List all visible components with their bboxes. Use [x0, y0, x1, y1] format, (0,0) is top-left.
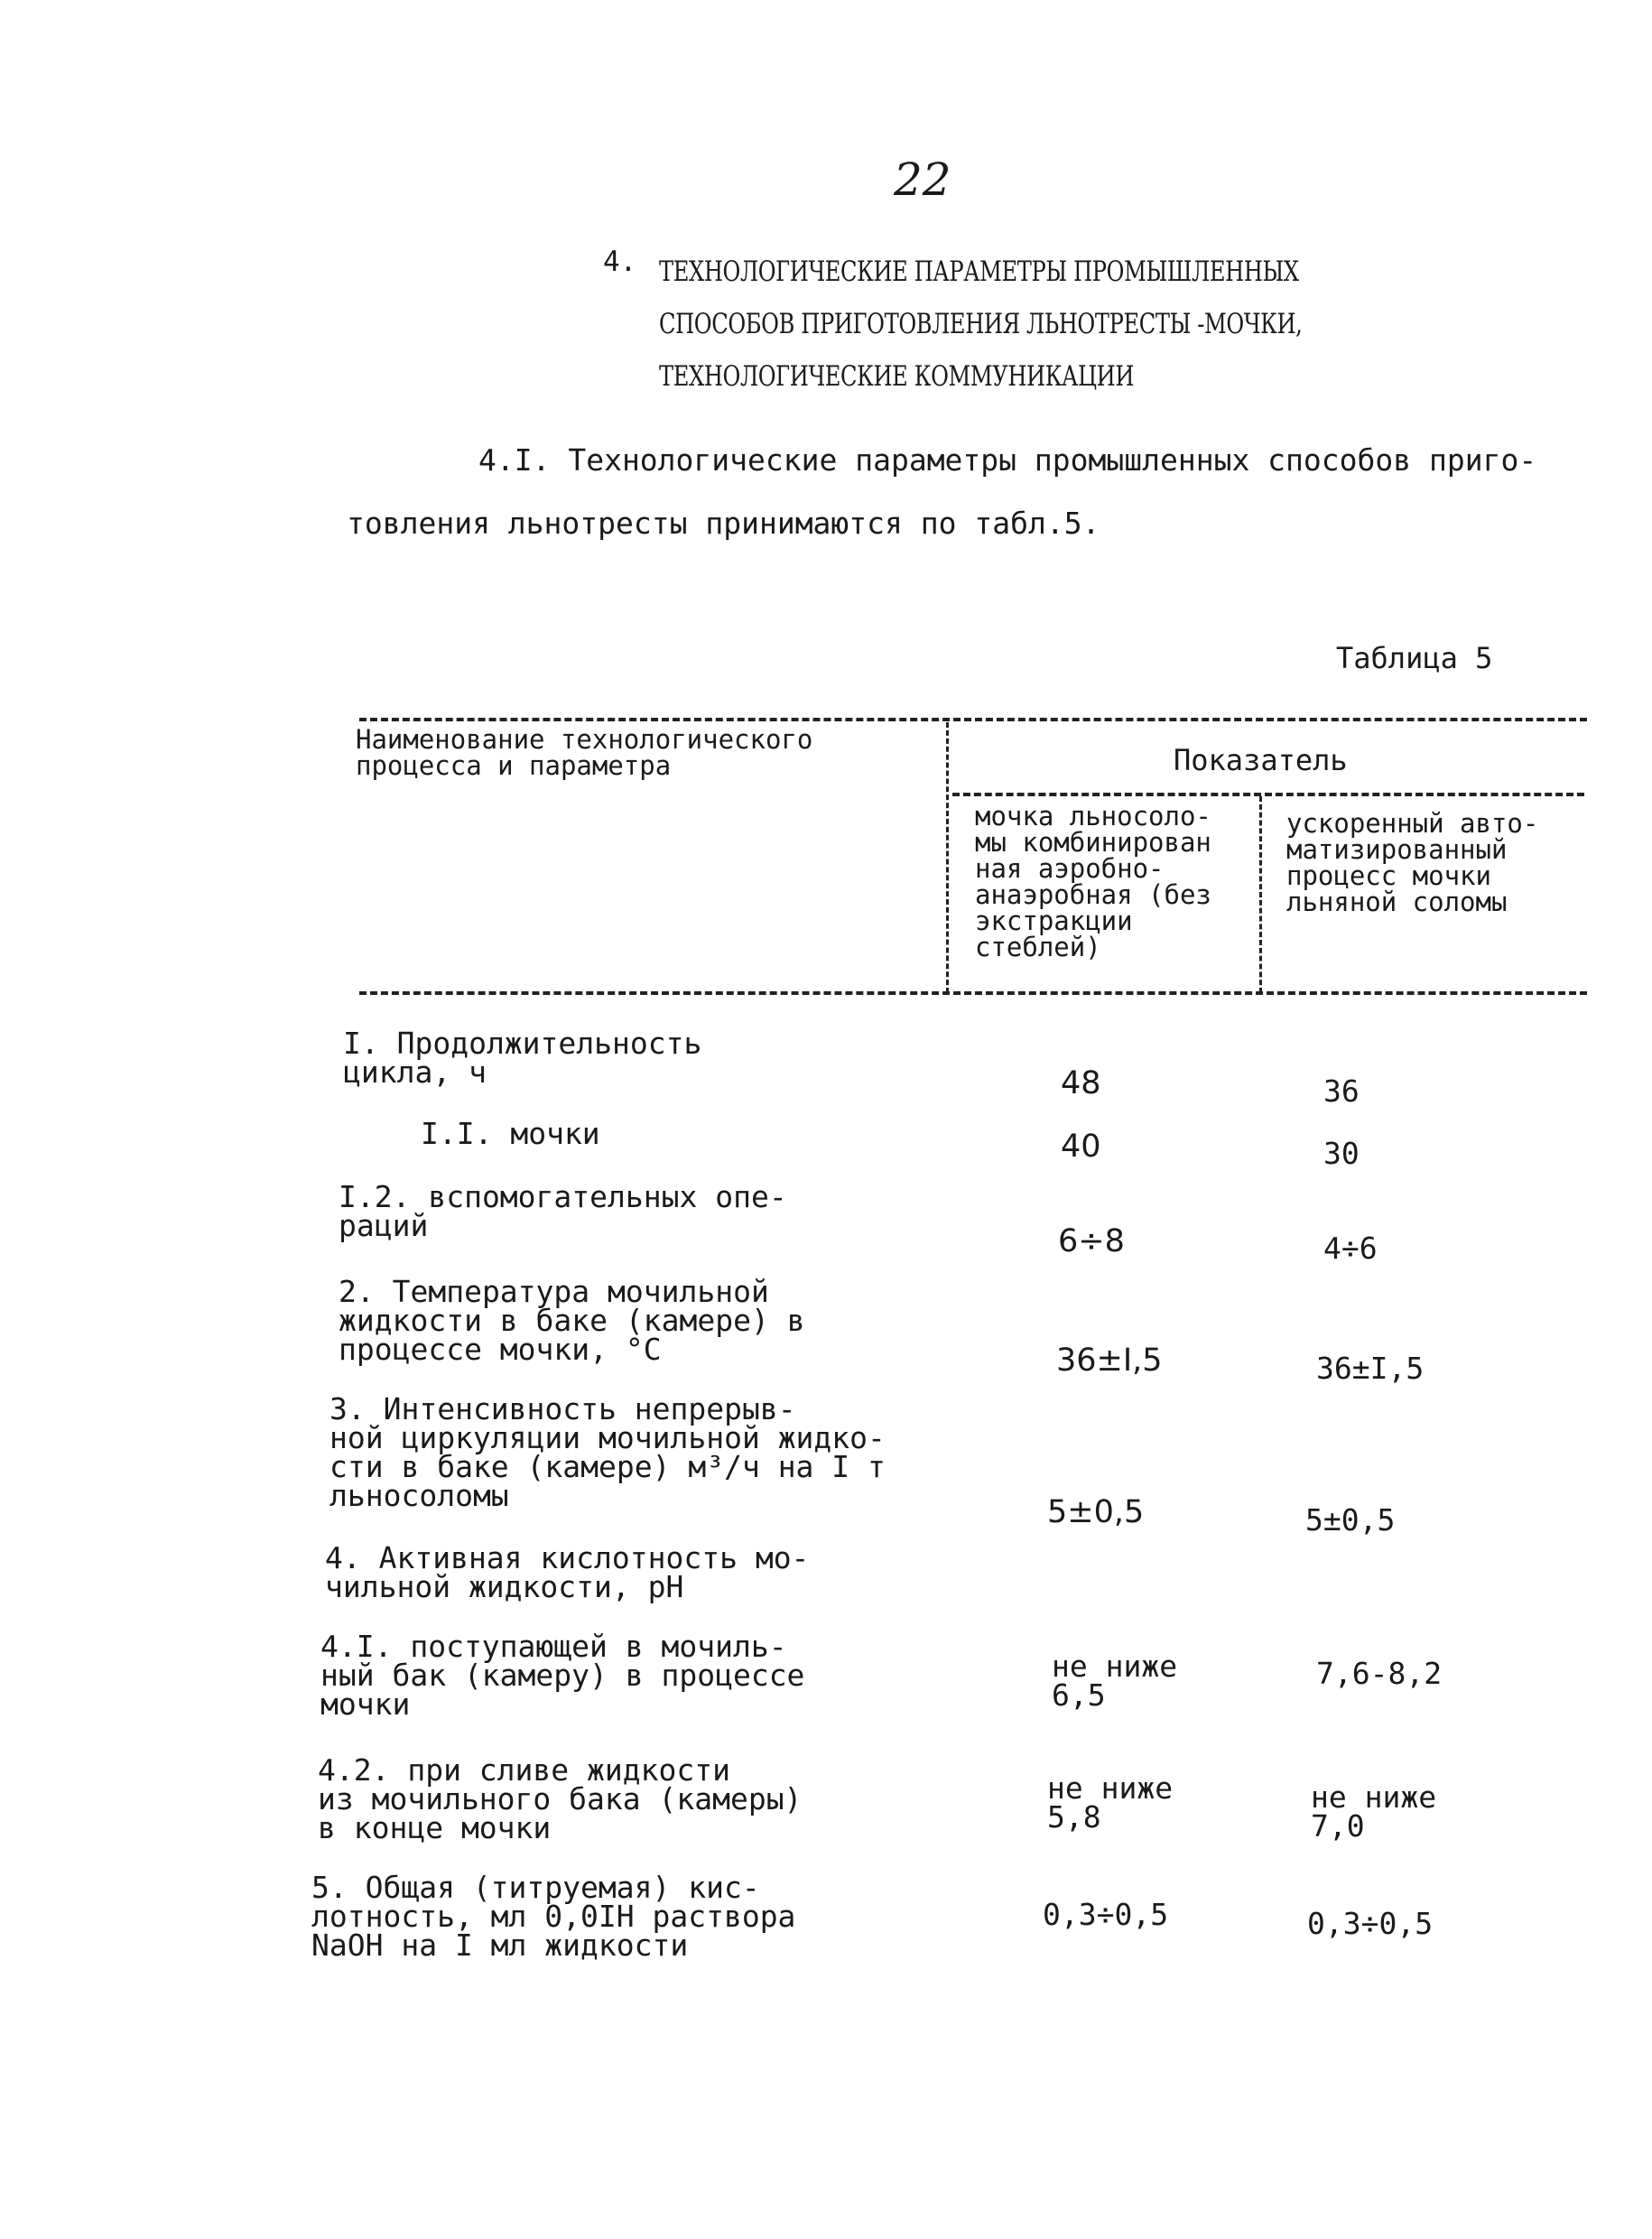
- column-divider-2: [1259, 796, 1262, 993]
- row-name: I.I. мочки: [421, 1116, 600, 1151]
- row-name: 3. Интенсивность непрерыв- ной циркуляции мочильной жидко- сти в баке (камере) м³/ч на I т льносоломы: [329, 1391, 886, 1513]
- header-col-accelerated-retting: ускоренный авто- матизированный процесс мочки льняной соломы: [1286, 808, 1539, 917]
- group-header-rule: [952, 793, 1584, 796]
- row-value-col2: 36: [1323, 1073, 1360, 1109]
- row-name: 2. Температура мочильной жидкости в баке (камере) в процессе мочки, °С: [339, 1274, 805, 1367]
- row-value-col1: 6÷8: [1058, 1223, 1125, 1259]
- row-value-col1: 0,3÷0,5: [1043, 1897, 1169, 1932]
- row-value-col2: 4÷6: [1323, 1231, 1378, 1266]
- table-top-rule: [359, 718, 1587, 721]
- header-indicator: Показатель: [1174, 743, 1348, 777]
- row-value-col1: 40: [1061, 1129, 1101, 1165]
- header-bottom-rule: [359, 991, 1587, 995]
- row-value-col2: 30: [1323, 1136, 1360, 1171]
- header-parameter: Наименование технологического процесса и параметра: [356, 724, 813, 781]
- row-value-col2: 36±I,5: [1316, 1351, 1425, 1386]
- row-value-col2: 7,6-8,2: [1316, 1656, 1443, 1691]
- row-value-col2: не ниже 7,0: [1311, 1779, 1437, 1844]
- row-name: I. Продолжительность цикла, ч: [343, 1026, 702, 1090]
- row-value-col1: 5±0,5: [1047, 1494, 1145, 1530]
- section-title: ТЕХНОЛОГИЧЕСКИЕ ПАРАМЕТРЫ ПРОМЫШЛЕННЫХ СПОСОБОВ ПРИГОТОВЛЕНИЯ ЛЬНОТРЕСТЫ -МОЧКИ, ТЕХНОЛОГИЧЕСКИЕ КОММУНИКАЦИИ: [659, 255, 1303, 393]
- row-name: 4. Активная кислотность мо- чильной жидкости, рН: [325, 1540, 810, 1604]
- intro-line-1: 4.I. Технологические параметры промышленных способов приго-: [478, 442, 1537, 478]
- section-number: 4.: [603, 246, 637, 278]
- row-name: 4.2. при сливе жидкости из мочильного бака (камеры) в конце мочки: [318, 1752, 803, 1845]
- row-value-col2: 0,3÷0,5: [1307, 1906, 1434, 1941]
- header-col-combined-retting: мочка льносоло- мы комбинирован ная аэробно- анаэробная (без экстракции стеблей): [975, 801, 1211, 962]
- row-value-col2: 5±0,5: [1305, 1502, 1396, 1538]
- row-value-col1: 36±I,5: [1056, 1342, 1163, 1379]
- row-name: I.2. вспомогательных опе- раций: [339, 1179, 787, 1243]
- row-value-col1: 48: [1061, 1065, 1101, 1101]
- table-caption: Таблица 5: [1336, 641, 1493, 675]
- page-number: 22: [894, 153, 951, 206]
- row-name: 5. Общая (титруемая) кис- лотность, мл 0,0IН раствора NaOH на I мл жидкости: [311, 1870, 796, 1963]
- row-value-col1: не ниже 5,8: [1047, 1770, 1174, 1835]
- row-name: 4.I. поступающей в мочиль- ный бак (камеру) в процессе мочки: [320, 1629, 805, 1722]
- column-divider-1: [946, 722, 949, 993]
- row-value-col1: не ниже 6,5: [1052, 1649, 1178, 1713]
- intro-line-2: товления льнотресты принимаются по табл.5.: [347, 506, 1100, 541]
